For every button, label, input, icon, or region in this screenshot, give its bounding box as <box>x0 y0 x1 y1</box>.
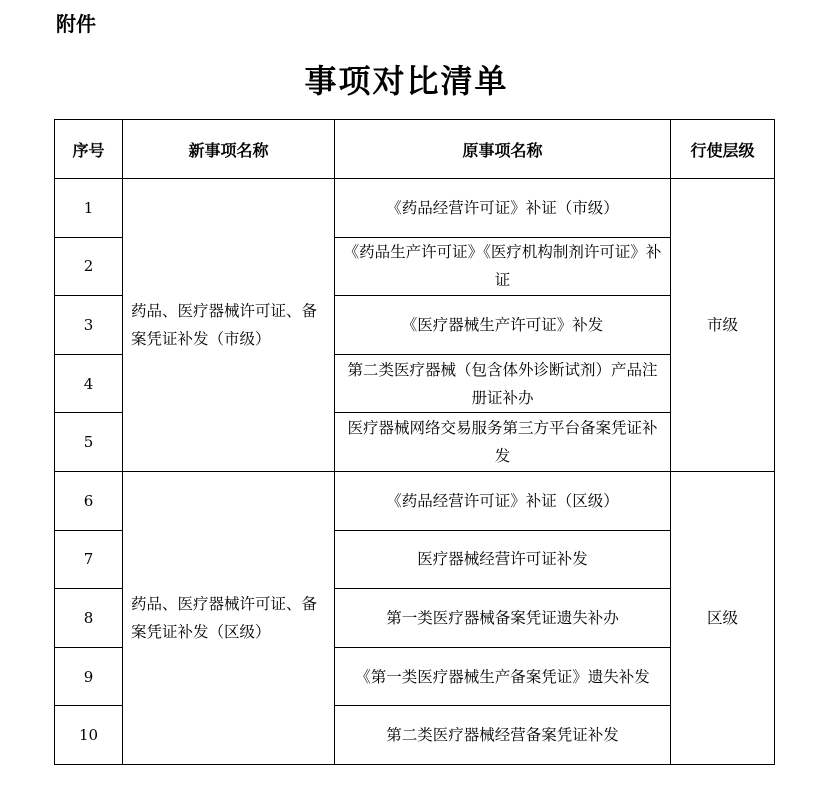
orig-name-cell: 《药品经营许可证》补证（区级） <box>335 471 671 530</box>
seq-cell: 10 <box>55 706 123 765</box>
seq-cell: 8 <box>55 589 123 648</box>
seq-cell: 3 <box>55 296 123 355</box>
seq-cell: 7 <box>55 530 123 589</box>
orig-name-cell: 《医疗器械生产许可证》补发 <box>335 296 671 355</box>
table-header-row <box>55 120 775 179</box>
table-row <box>55 471 775 530</box>
header-orig-name: 原事项名称 <box>335 120 671 179</box>
header-level: 行使层级 <box>671 120 775 179</box>
new-name-cell: 药品、医疗器械许可证、备案凭证补发（市级） <box>123 179 335 472</box>
orig-name-cell: 第二类医疗器械（包含体外诊断试剂）产品注册证补办 <box>335 354 671 413</box>
seq-cell: 2 <box>55 237 123 296</box>
header-seq: 序号 <box>55 120 123 179</box>
orig-name-cell: 第二类医疗器械经营备案凭证补发 <box>335 706 671 765</box>
level-cell: 市级 <box>671 179 775 472</box>
seq-cell: 1 <box>55 179 123 238</box>
orig-name-cell: 《药品经营许可证》补证（市级） <box>335 179 671 238</box>
seq-cell: 6 <box>55 471 123 530</box>
header-new-name: 新事项名称 <box>123 120 335 179</box>
orig-name-cell: 第一类医疗器械备案凭证遗失补办 <box>335 589 671 648</box>
orig-name-cell: 《第一类医疗器械生产备案凭证》遗失补发 <box>335 647 671 706</box>
orig-name-cell: 医疗器械经营许可证补发 <box>335 530 671 589</box>
page-title: 事项对比清单 <box>304 62 509 100</box>
level-cell: 区级 <box>671 471 775 764</box>
new-name-cell: 药品、医疗器械许可证、备案凭证补发（区级） <box>123 471 335 764</box>
orig-name-cell: 医疗器械网络交易服务第三方平台备案凭证补发 <box>335 413 671 472</box>
seq-cell: 9 <box>55 647 123 706</box>
table-row <box>55 179 775 238</box>
seq-cell: 4 <box>55 354 123 413</box>
comparison-table <box>54 119 775 765</box>
attachment-label: 附件 <box>56 12 96 36</box>
orig-name-cell: 《药品生产许可证》《医疗机构制剂许可证》补证 <box>335 237 671 296</box>
seq-cell: 5 <box>55 413 123 472</box>
